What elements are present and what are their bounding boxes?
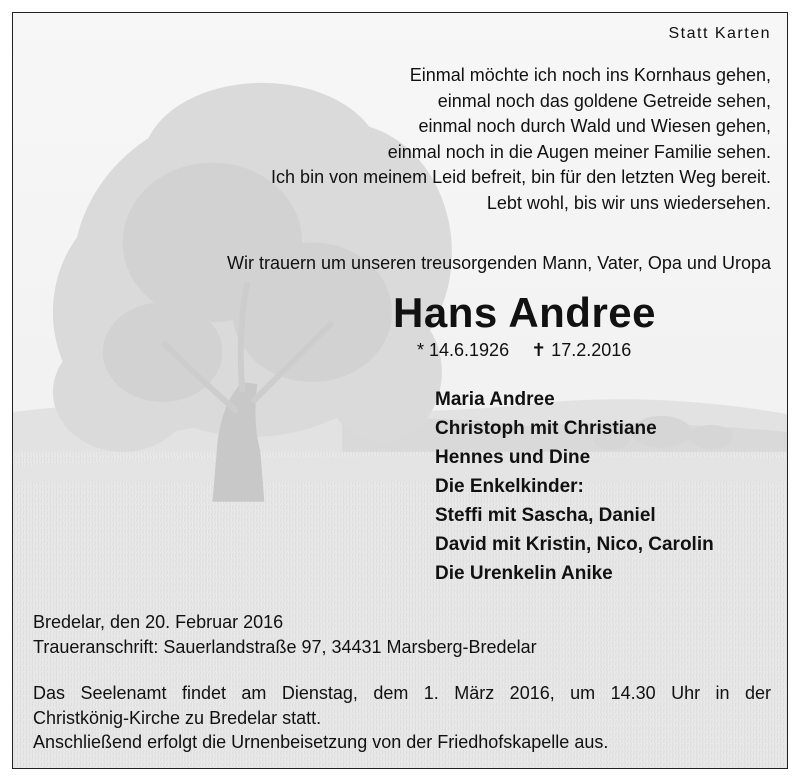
place-and-address (33, 610, 537, 659)
family-member: Maria Andree (435, 389, 555, 410)
life-dates (417, 340, 631, 361)
birth-date: * 14.6.1926 (417, 340, 510, 360)
obituary-notice (12, 12, 788, 769)
family-member: Die Urenkelin Anike (435, 563, 613, 584)
service-line: Das Seelenamt findet am Dienstag, dem 1. März 2016, um 14.30 Uhr in der (33, 683, 771, 703)
poem-line: Einmal möchte ich noch ins Kornhaus gehen, (409, 65, 771, 85)
poem-line: einmal noch durch Wald und Wiesen gehen, (418, 116, 771, 137)
service-line: Anschließend erfolgt die Urnenbeisetzung von der Friedhofskapelle aus. (33, 732, 609, 752)
family-member: David mit Kristin, Nico, Carolin (435, 534, 714, 555)
family-member: Steffi mit Sascha, Daniel (435, 505, 656, 526)
poem-line: Ich bin von meinem Leid befreit, bin für den letzten Weg bereit. (271, 167, 771, 188)
service-info (33, 681, 771, 755)
deceased-name: Hans Andree (393, 289, 657, 336)
mourning-intro: Wir trauern um unseren treusorgenden Mann, Vater, Opa und Uropa (227, 253, 771, 273)
death-date: ✝ 17.2.2016 (531, 340, 632, 360)
family-list (435, 385, 714, 588)
poem-line: einmal noch in die Augen meiner Familie sehen. (387, 141, 771, 162)
family-member: Hennes und Dine (435, 447, 591, 468)
mourning-address: Traueranschrift: Sauerlandstraße 97, 34431 Marsberg-Bredelar (33, 636, 537, 657)
statt-karten-label: Statt Karten (668, 25, 771, 42)
family-member: Die Enkelkinder: (435, 476, 584, 497)
family-member: Christoph mit Christiane (435, 418, 657, 439)
poem-line: Lebt wohl, bis wir uns wiedersehen. (486, 192, 771, 213)
service-line: Christkönig-Kirche zu Bredelar statt. (33, 707, 322, 728)
place-date: Bredelar, den 20. Februar 2016 (33, 612, 284, 632)
poem-line: einmal noch das goldene Getreide sehen, (437, 90, 771, 111)
poem (271, 63, 771, 217)
